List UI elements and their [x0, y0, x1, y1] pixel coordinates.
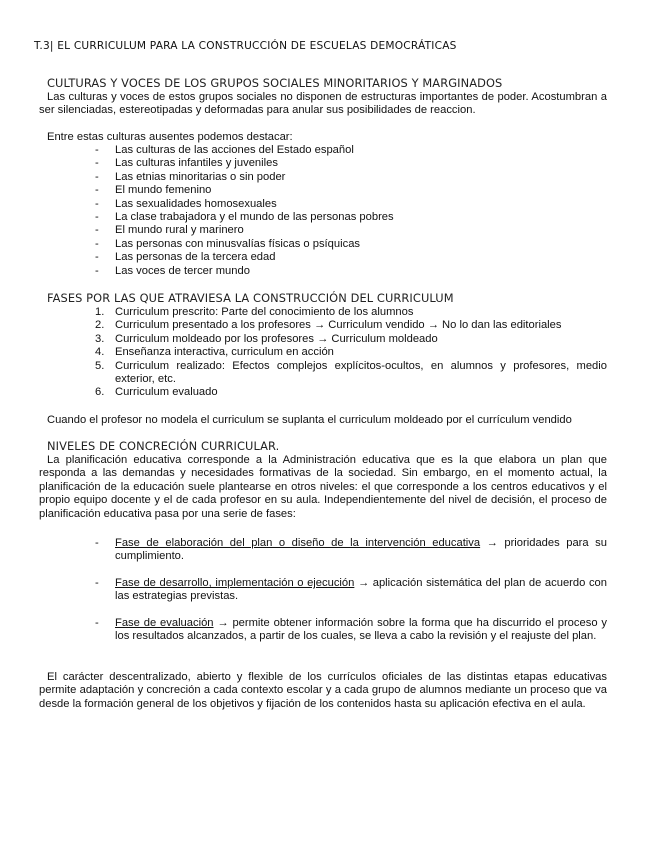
list-item — [95, 319, 607, 332]
phase-text: → aplicación sistemática del plan de acuerdo con las estrategias previstas. — [115, 577, 607, 603]
list-item: - El mundo femenino — [95, 184, 575, 197]
list-item: - Las sexualidades homosexuales — [95, 198, 575, 211]
item-number: 3. — [95, 332, 105, 345]
curriculum-note: Cuando el profesor no modela el curriculum se suplanta el curriculum moldeado por el currículum vendido — [47, 414, 572, 426]
item-text: Curriculum moldeado por los profesores → Curriculum moldeado — [115, 332, 438, 345]
list-item — [95, 577, 607, 604]
closing-paragraph: El carácter descentralizado, abierto y flexible de los currículos oficiales de las distintas etapas educativas permite adaptación y concreción a cada contexto escolar y a cada grupo de alumnos mediante un proceso que va desde la formación general de los objetivos y fijación de los contenidos hasta su aplicación efectiva en el aula. — [39, 671, 607, 710]
item-number: 6. — [95, 386, 105, 399]
list-item — [95, 537, 607, 564]
item-text: Curriculum presentado a los profesores → Curriculum vendido → No lo dan las editoriales — [115, 319, 562, 332]
list-item — [95, 386, 607, 399]
cultures-list-intro: Entre estas culturas ausentes podemos destacar: — [47, 131, 293, 143]
list-item: - El mundo rural y marinero — [95, 224, 575, 237]
list-item: - Las personas con minusvalías físicas o psíquicas — [95, 238, 575, 251]
list-dash: - — [95, 617, 99, 629]
item-number: 4. — [95, 346, 105, 359]
list-item: - Las culturas infantiles y juveniles — [95, 157, 575, 170]
levels-intro-paragraph: La planificación educativa corresponde a la Administración educativa que es la que elabora un plan que responda a las demandas y necesidades formativas de la sociedad. Sin embargo, en el momento actual, la planificación de la educación suele plantearse en otros niveles: el que corresponde a los centros educativos y el propio equipo docente y el de cada profesor en su aula. Independientemente del nivel de decisión, el proceso de planificación educativa pasa por una serie de fases: — [39, 454, 607, 520]
list-item — [95, 617, 607, 644]
phase-text: → permite obtener información sobre la forma que ha discurrido el proceso y los resultados alcanzados, a partir de los cuales, se lleva a cabo la revisión y el reajuste del plan. — [115, 617, 607, 643]
cultures-list — [95, 144, 575, 278]
cultures-intro-paragraph: Las culturas y voces de estos grupos sociales no disponen de estructuras importantes de poder. Acostumbran a ser silenciadas, estereotipadas y deformadas para anular sus posibilidades de reaccion. — [39, 91, 607, 117]
list-item — [95, 360, 607, 387]
item-number: 5. — [95, 359, 105, 372]
phase-label: Fase de desarrollo, implementación o ejecución — [115, 577, 355, 589]
section-heading-levels: NIVELES DE CONCRECIÓN CURRICULAR. — [47, 439, 280, 453]
item-text: Curriculum realizado: Efectos complejos explícitos-ocultos, en alumnos y profesores, medio exterior, etc. — [115, 359, 607, 386]
phase-label: Fase de evaluación — [115, 617, 214, 629]
section-heading-cultures: CULTURAS Y VOCES DE LOS GRUPOS SOCIALES MINORITARIOS Y MARGINADOS — [47, 76, 503, 90]
section-heading-phases: FASES POR LAS QUE ATRAVIESA LA CONSTRUCCIÓN DEL CURRICULUM — [47, 291, 454, 305]
item-number: 2. — [95, 319, 105, 332]
list-item: - La clase trabajadora y el mundo de las personas pobres — [95, 211, 575, 224]
item-text: Curriculum prescrito: Parte del conocimiento de los alumnos — [115, 306, 414, 318]
phase-text: → prioridades para su cumplimiento. — [115, 537, 607, 563]
list-item — [95, 306, 607, 319]
list-item: - Las personas de la tercera edad — [95, 251, 575, 264]
curriculum-phases-list — [95, 306, 607, 400]
page-title: T.3| EL CURRICULUM PARA LA CONSTRUCCIÓN DE ESCUELAS DEMOCRÁTICAS — [34, 40, 457, 52]
list-item: - Las voces de tercer mundo — [95, 265, 575, 278]
item-text: Enseñanza interactiva, curriculum en acción — [115, 346, 334, 359]
item-text: Curriculum evaluado — [115, 386, 218, 399]
item-number: 1. — [95, 306, 105, 318]
list-dash: - — [95, 537, 99, 549]
list-item: - Las etnias minoritarias o sin poder — [95, 171, 575, 184]
list-item: - Las culturas de las acciones del Estado español — [95, 144, 575, 157]
list-dash: - — [95, 577, 99, 589]
phase-label: Fase de elaboración del plan o diseño de la intervención educativa — [115, 537, 481, 549]
list-item — [95, 333, 607, 346]
list-item — [95, 346, 607, 359]
